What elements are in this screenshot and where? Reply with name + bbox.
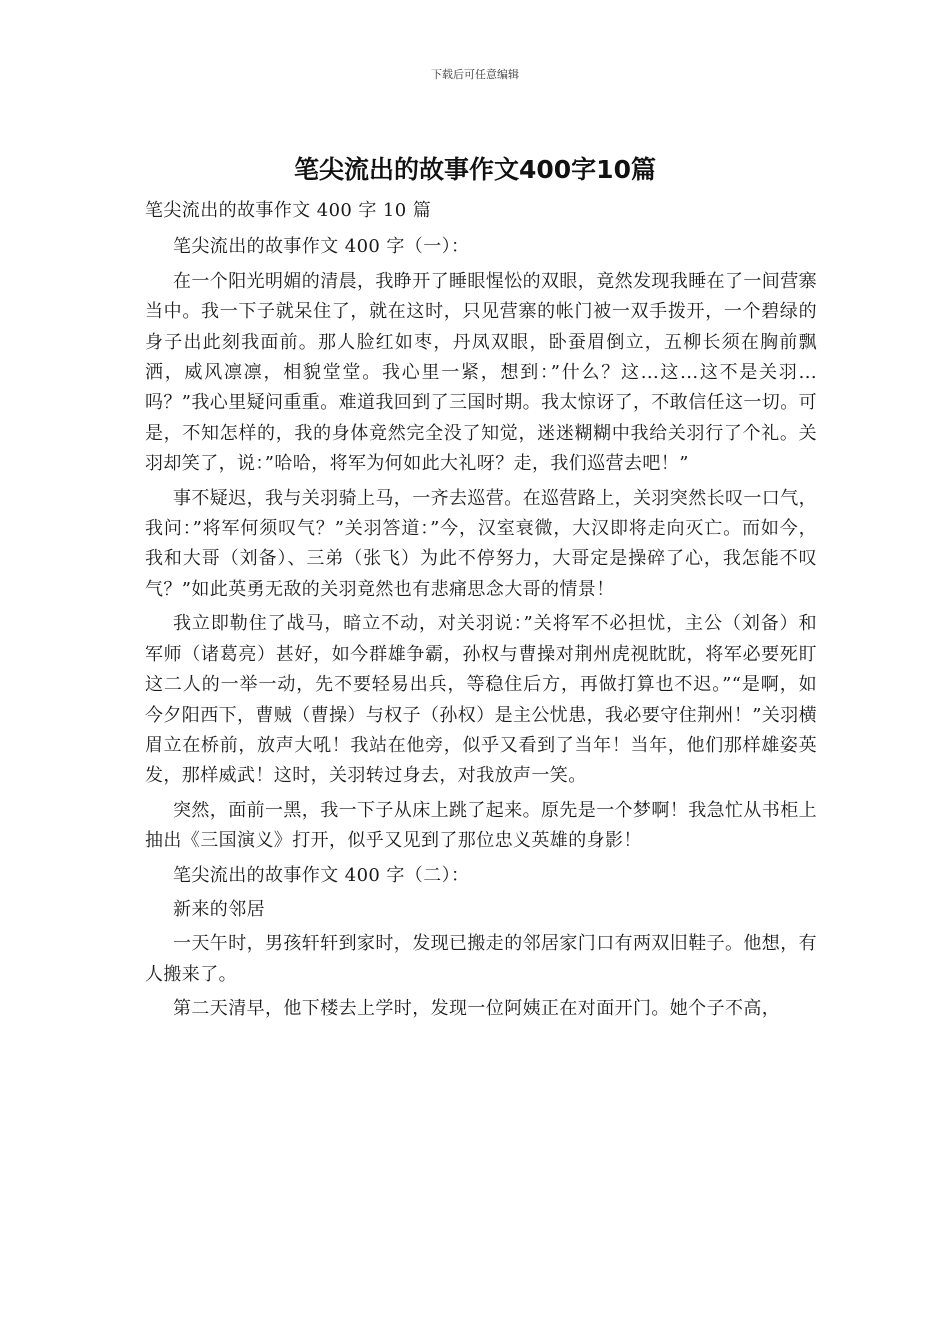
paragraph-story-title: 新来的邻居 xyxy=(173,898,265,920)
paragraph: 事不疑迟，我与关羽骑上马，一齐去巡营。在巡营路上，关羽突然长叹一口气，我问：”将军何须叹气？”关羽答道：”今，汉室衰微，大汉即将走向灭亡。而如今，我和大哥（刘备）、三弟（张飞）为此不停努力，大哥定是操碎了心，我怎能不叹气？”如此英勇无敌的关羽竟然也有悲痛思念大哥的情景！ xyxy=(145,487,817,600)
paragraph: 我立即勒住了战马，暗立不动，对关羽说：”关将军不必担忧，主公（刘备）和军师（诸葛亮）甚好，如今群雄争霸，孙权与曹操对荆州虎视眈眈，将军必要死盯这二人的一举一动，先不要轻易出兵，等稳住后方，再做打算也不迟。”“是啊，如今夕阳西下，曹贼（曹操）与权子（孙权）是主公忧患，我必要守住荆州！”关羽横眉立在桥前，放声大吼！我站在他旁，似乎又看到了当年！当年，他们那样雄姿英发，那样威武！这时，关羽转过身去，对我放声一笑。 xyxy=(145,613,817,787)
paragraph-subtitle: 笔尖流出的故事作文 400 字 10 篇 xyxy=(145,200,432,221)
paragraph-section-heading-2: 笔尖流出的故事作文 400 字（二）： xyxy=(173,864,470,886)
paragraph: 突然，面前一黑，我一下子从床上跳了起来。原先是一个梦啊！我急忙从书柜上抽出《三国演义》打开，似乎又见到了那位忠义英雄的身影！ xyxy=(145,799,817,852)
paragraph: 在一个阳光明媚的清晨，我睁开了睡眼惺忪的双眼，竟然发现我睡在了一间营寨当中。我一下子就呆住了，就在这时，只见营寨的帐门被一双手拨开，一个碧绿的身子出此刻我面前。那人脸红如枣，丹凤双眼，卧蚕眉倒立，五柳长须在胸前飘洒，威风凛凛，相貌堂堂。我心里一紧，想到：”什么？这...这...这不是关羽...吗？”我心里疑问重重。难道我回到了三国时期。我太惊讶了，不敢信任这一切。可是，不知怎样的，我的身体竟然完全没了知觉，迷迷糊糊中我给关羽行了个礼。关羽却笑了，说：”哈哈，将军为何如此大礼呀？走，我们巡营去吧！” xyxy=(145,270,817,475)
paragraph: 一天午时，男孩轩轩到家时，发现已搬走的邻居家门口有两双旧鞋子。他想，有人搬来了。 xyxy=(145,933,817,985)
page-header-note: 下载后可任意编辑 xyxy=(431,68,519,81)
document-body xyxy=(145,196,817,1029)
document-title: 笔尖流出的故事作文400字10篇 xyxy=(294,155,656,184)
paragraph-section-heading-1: 笔尖流出的故事作文 400 字（一）： xyxy=(173,236,470,258)
paragraph: 第二天清早，他下楼去上学时，发现一位阿姨正在对面开门。她个子不高， xyxy=(173,998,781,1020)
